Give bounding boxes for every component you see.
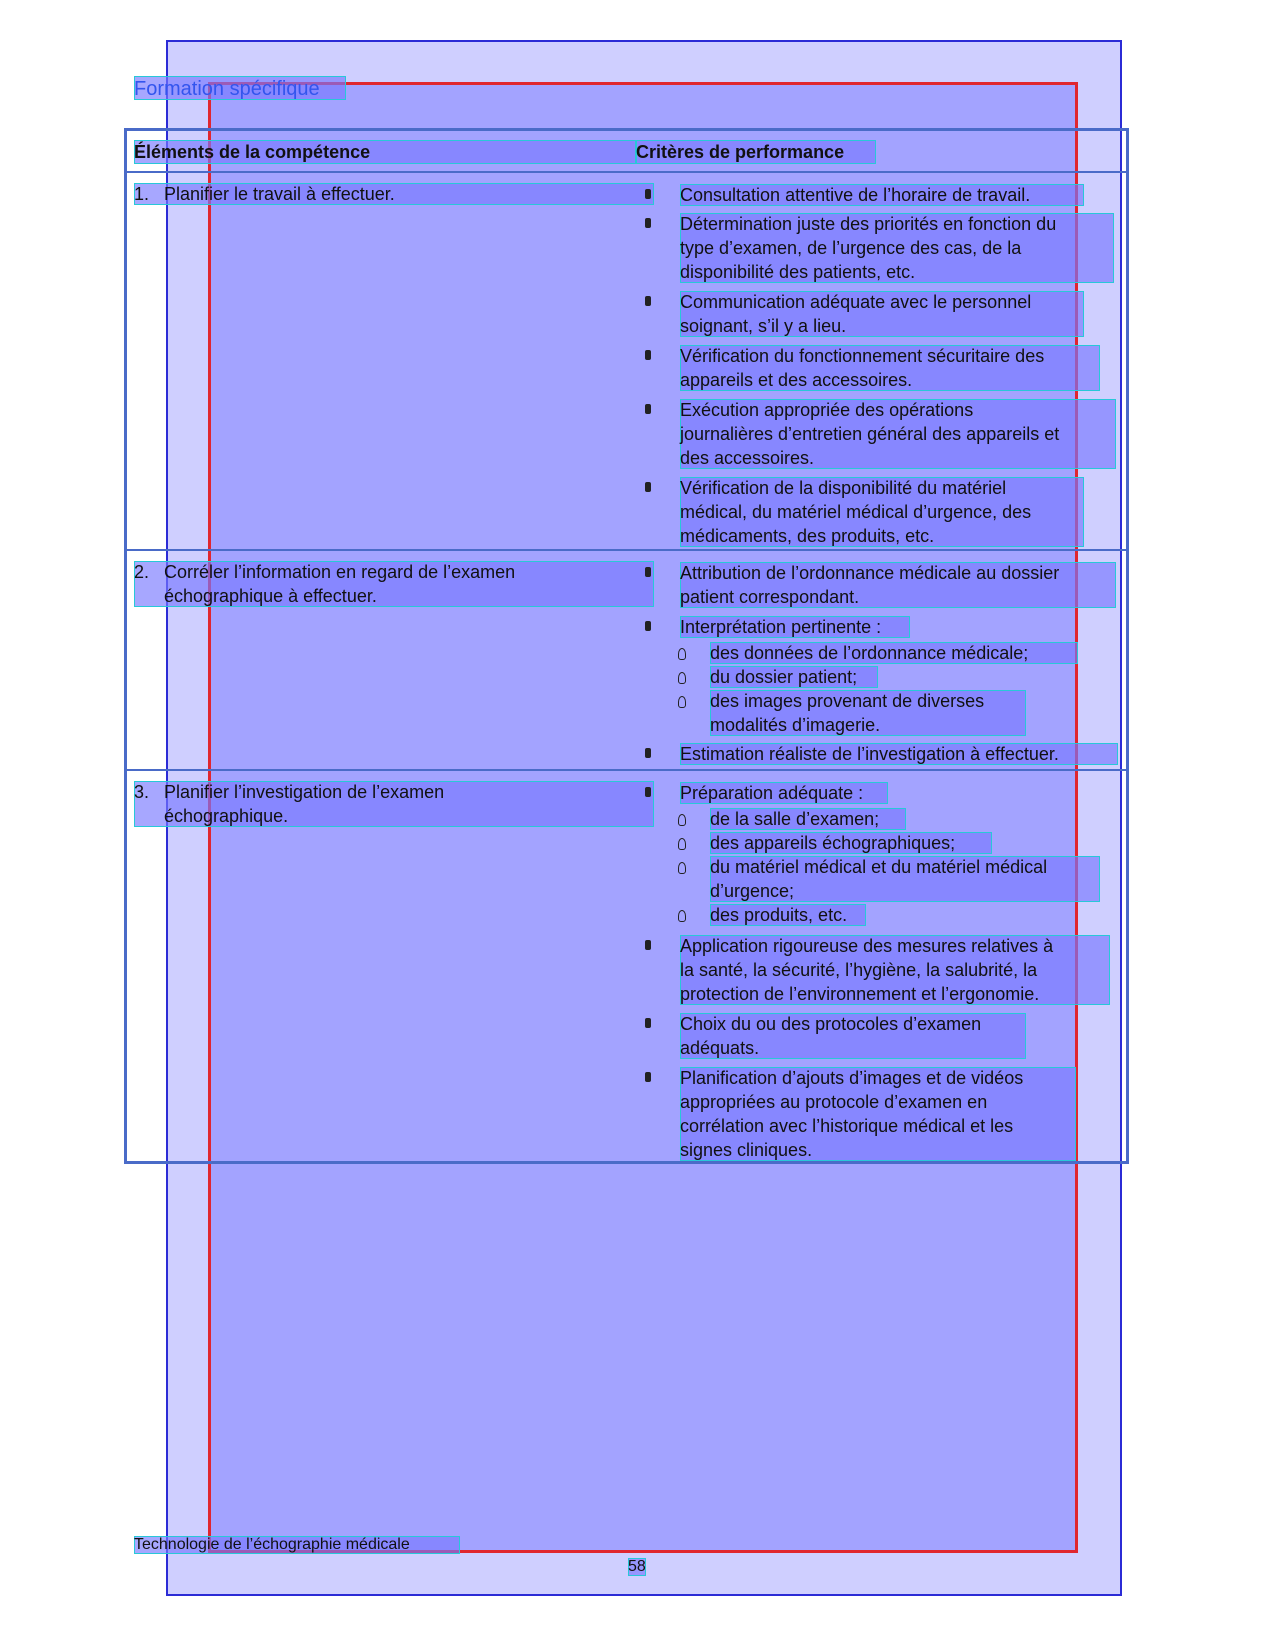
criterion-text: appropriées au protocole d’examen en — [680, 1092, 988, 1112]
footer-program-title: Technologie de l’échographie médicale — [134, 1536, 410, 1553]
criterion-text: corrélation avec l’historique médical et les — [680, 1116, 1014, 1136]
criterion-text: signes cliniques. — [680, 1140, 813, 1160]
sub-bullet-icon — [678, 696, 686, 708]
criterion-text: médical, du matériel médical d’urgence, des — [680, 502, 1032, 522]
criterion-text: adéquats. — [680, 1038, 760, 1058]
criterion-text: Exécution appropriée des opérations — [680, 400, 974, 420]
bullet-icon — [645, 296, 651, 306]
bullet-icon — [645, 482, 651, 492]
criterion-text: des accessoires. — [680, 448, 815, 468]
sub-bullet-icon — [678, 814, 686, 826]
subitem-text: de la salle d’examen; — [710, 809, 880, 829]
criterion-text: disponibilité des patients, etc. — [680, 262, 916, 282]
subitem-text: des images provenant de diverses — [710, 691, 985, 711]
criterion-text: soignant, s’il y a lieu. — [680, 316, 847, 336]
row-number: 3. — [134, 782, 150, 802]
row-divider — [124, 769, 1129, 771]
subitem-text: modalités d’imagerie. — [710, 715, 881, 735]
criterion-text: appareils et des accessoires. — [680, 370, 913, 390]
criterion-text: Vérification du fonctionnement sécuritaire des — [680, 346, 1045, 366]
element-text: échographique à effectuer. — [164, 586, 377, 606]
criterion-text: Consultation attentive de l’horaire de travail. — [680, 185, 1031, 205]
criterion-text: Détermination juste des priorités en fonction du — [680, 214, 1057, 234]
bullet-icon — [645, 350, 651, 360]
bullet-icon — [645, 1072, 651, 1082]
header-divider — [124, 171, 1129, 173]
page-number: 58 — [628, 1558, 646, 1575]
subitem-text: des données de l’ordonnance médicale; — [710, 643, 1029, 663]
element-text: échographique. — [164, 806, 289, 826]
column-header-criteria: Critères de performance — [636, 142, 845, 162]
criterion-text: Communication adéquate avec le personnel — [680, 292, 1032, 312]
sub-bullet-icon — [678, 862, 686, 874]
criterion-text: Vérification de la disponibilité du matériel — [680, 478, 1007, 498]
criterion-text: Application rigoureuse des mesures relatives à — [680, 936, 1054, 956]
criterion-text: patient correspondant. — [680, 587, 860, 607]
bullet-icon — [645, 748, 651, 758]
bullet-icon — [645, 1018, 651, 1028]
subitem-text: des produits, etc. — [710, 905, 848, 925]
element-text: Planifier l’investigation de l’examen — [164, 782, 445, 802]
sub-bullet-icon — [678, 838, 686, 850]
criterion-text: Choix du ou des protocoles d’examen — [680, 1014, 982, 1034]
criterion-text: Interprétation pertinente : — [680, 617, 882, 637]
row-divider — [124, 549, 1129, 551]
bullet-icon — [645, 787, 651, 797]
criterion-text: Estimation réaliste de l’investigation à effectuer. — [680, 744, 1059, 764]
sub-bullet-icon — [678, 648, 686, 660]
criterion-text: Planification d’ajouts d’images et de vidéos — [680, 1068, 1024, 1088]
bullet-icon — [645, 189, 651, 199]
bullet-icon — [645, 404, 651, 414]
bullet-icon — [645, 621, 651, 631]
element-text: Corréler l’information en regard de l’examen — [164, 562, 516, 582]
bullet-icon — [645, 218, 651, 228]
sub-bullet-icon — [678, 672, 686, 684]
row-number: 2. — [134, 562, 150, 582]
column-header-elements: Éléments de la compétence — [134, 142, 371, 162]
criterion-text: type d’examen, de l’urgence des cas, de la — [680, 238, 1022, 258]
subitem-text: d’urgence; — [710, 881, 795, 901]
subitem-text: du matériel médical et du matériel médical — [710, 857, 1048, 877]
criterion-text: Attribution de l’ordonnance médicale au dossier — [680, 563, 1060, 583]
subitem-text: du dossier patient; — [710, 667, 858, 687]
row-number: 1. — [134, 184, 150, 204]
criterion-text: protection de l’environnement et l’ergonomie. — [680, 984, 1040, 1004]
criterion-text: Préparation adéquate : — [680, 783, 864, 803]
section-heading: Formation spécifique — [134, 78, 320, 100]
criterion-text: la santé, la sécurité, l’hygiène, la salubrité, la — [680, 960, 1038, 980]
criterion-text: journalières d’entretien général des appareils et — [680, 424, 1060, 444]
criterion-text: médicaments, des produits, etc. — [680, 526, 935, 546]
sub-bullet-icon — [678, 910, 686, 922]
bullet-icon — [645, 567, 651, 577]
subitem-text: des appareils échographiques; — [710, 833, 956, 853]
element-text: Planifier le travail à effectuer. — [164, 184, 395, 204]
bullet-icon — [645, 940, 651, 950]
